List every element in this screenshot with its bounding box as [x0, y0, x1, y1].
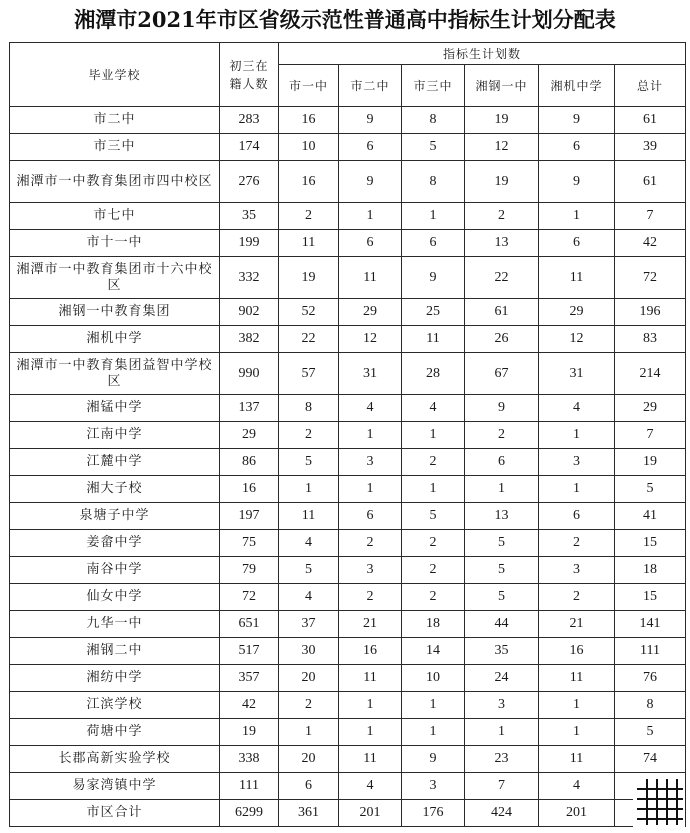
quota-cell: 6	[539, 503, 615, 530]
table-row	[10, 299, 686, 326]
quota-cell: 2	[402, 530, 465, 557]
quota-cell: 1	[339, 422, 402, 449]
enrolled-cell: 197	[220, 503, 279, 530]
quota-cell: 424	[465, 800, 539, 827]
quota-cell: 2	[539, 530, 615, 557]
total-cell: 42	[615, 230, 686, 257]
table-body	[10, 107, 686, 827]
table-row	[10, 230, 686, 257]
quota-cell: 8	[279, 395, 339, 422]
quota-cell: 23	[465, 746, 539, 773]
quota-cell: 201	[339, 800, 402, 827]
quota-cell: 11	[539, 746, 615, 773]
quota-cell: 2	[339, 530, 402, 557]
quota-cell: 13	[465, 230, 539, 257]
quota-cell: 1	[539, 203, 615, 230]
school-name-cell: 易家湾镇中学	[10, 773, 220, 800]
quota-cell: 52	[279, 299, 339, 326]
quota-cell: 11	[339, 257, 402, 299]
quota-cell: 1	[339, 203, 402, 230]
header-quota-group: 指标生计划数	[279, 43, 686, 65]
quota-cell: 4	[539, 395, 615, 422]
quota-cell: 5	[465, 557, 539, 584]
school-name-cell: 市十一中	[10, 230, 220, 257]
quota-cell: 12	[539, 326, 615, 353]
quota-cell: 37	[279, 611, 339, 638]
quota-cell: 9	[339, 107, 402, 134]
quota-cell: 24	[465, 665, 539, 692]
enrolled-cell: 357	[220, 665, 279, 692]
quota-cell: 26	[465, 326, 539, 353]
table-row	[10, 422, 686, 449]
quota-cell: 16	[279, 107, 339, 134]
quota-cell: 9	[539, 107, 615, 134]
quota-cell: 29	[339, 299, 402, 326]
quota-cell: 2	[339, 584, 402, 611]
quota-cell: 2	[402, 449, 465, 476]
quota-cell: 12	[339, 326, 402, 353]
quota-cell: 21	[539, 611, 615, 638]
table-row	[10, 719, 686, 746]
total-cell: 61	[615, 107, 686, 134]
enrolled-cell: 338	[220, 746, 279, 773]
quota-cell: 6	[465, 449, 539, 476]
quota-cell: 1	[402, 203, 465, 230]
quota-cell: 11	[539, 665, 615, 692]
quota-cell: 8	[402, 107, 465, 134]
table-row	[10, 503, 686, 530]
enrolled-cell: 29	[220, 422, 279, 449]
total-cell: 41	[615, 503, 686, 530]
table-row	[10, 476, 686, 503]
quota-cell: 31	[539, 353, 615, 395]
table-row	[10, 326, 686, 353]
quota-cell: 20	[279, 665, 339, 692]
table-row	[10, 257, 686, 299]
quota-cell: 361	[279, 800, 339, 827]
header-col-5: 湘机中学	[539, 65, 615, 107]
quota-cell: 2	[279, 203, 339, 230]
school-name-cell: 泉塘子中学	[10, 503, 220, 530]
enrolled-cell: 651	[220, 611, 279, 638]
quota-cell: 5	[402, 134, 465, 161]
quota-cell: 9	[402, 746, 465, 773]
quota-cell: 30	[279, 638, 339, 665]
quota-cell: 44	[465, 611, 539, 638]
school-name-cell: 仙女中学	[10, 584, 220, 611]
quota-cell: 176	[402, 800, 465, 827]
quota-cell: 1	[339, 719, 402, 746]
total-cell: 214	[615, 353, 686, 395]
total-cell: 83	[615, 326, 686, 353]
enrolled-cell: 283	[220, 107, 279, 134]
header-col-total: 总计	[615, 65, 686, 107]
quota-cell: 1	[279, 719, 339, 746]
quota-cell: 201	[539, 800, 615, 827]
total-row	[10, 800, 686, 827]
quota-cell: 6	[279, 773, 339, 800]
total-cell: 15	[615, 584, 686, 611]
quota-cell: 9	[539, 161, 615, 203]
quota-cell: 5	[402, 503, 465, 530]
quota-cell: 61	[465, 299, 539, 326]
quota-cell: 13	[465, 503, 539, 530]
enrolled-cell: 19	[220, 719, 279, 746]
quota-cell: 1	[402, 719, 465, 746]
quota-cell: 3	[539, 449, 615, 476]
header-col-2: 市二中	[339, 65, 402, 107]
school-name-cell: 江南中学	[10, 422, 220, 449]
table-row	[10, 161, 686, 203]
quota-cell: 11	[279, 503, 339, 530]
table-row	[10, 773, 686, 800]
quota-cell: 1	[402, 422, 465, 449]
quota-cell: 1	[402, 692, 465, 719]
enrolled-cell: 332	[220, 257, 279, 299]
quota-cell: 6	[539, 134, 615, 161]
total-cell: 29	[615, 395, 686, 422]
school-name-cell: 湘机中学	[10, 326, 220, 353]
total-cell: 15	[615, 530, 686, 557]
enrolled-cell: 6299	[220, 800, 279, 827]
enrolled-cell: 902	[220, 299, 279, 326]
quota-cell: 21	[339, 611, 402, 638]
quota-cell: 4	[339, 395, 402, 422]
table-row	[10, 692, 686, 719]
table-row	[10, 665, 686, 692]
quota-cell: 2	[402, 584, 465, 611]
quota-cell: 5	[279, 449, 339, 476]
quota-cell: 9	[465, 395, 539, 422]
quota-cell: 57	[279, 353, 339, 395]
quota-cell: 11	[339, 746, 402, 773]
quota-cell: 2	[539, 584, 615, 611]
total-cell: 19	[615, 449, 686, 476]
table-row	[10, 134, 686, 161]
table-row	[10, 638, 686, 665]
quota-cell: 31	[339, 353, 402, 395]
quota-cell: 12	[465, 134, 539, 161]
header-col-4: 湘钢一中	[465, 65, 539, 107]
quota-cell: 10	[279, 134, 339, 161]
quota-cell: 11	[339, 665, 402, 692]
total-cell: 74	[615, 746, 686, 773]
quota-cell: 5	[279, 557, 339, 584]
total-cell: 8	[615, 692, 686, 719]
enrolled-cell: 86	[220, 449, 279, 476]
grid-stamp-icon	[633, 775, 685, 827]
quota-cell: 19	[465, 107, 539, 134]
page-title: 湘潭市2021年市区省级示范性普通高中指标生计划分配表	[74, 7, 616, 32]
quota-cell: 6	[339, 503, 402, 530]
total-cell: 111	[615, 638, 686, 665]
quota-cell: 2	[465, 203, 539, 230]
quota-cell: 16	[339, 638, 402, 665]
school-name-cell: 湘潭市一中教育集团市十六中校区	[10, 257, 220, 299]
table-row	[10, 746, 686, 773]
quota-cell: 2	[279, 692, 339, 719]
school-name-cell: 长郡高新实验学校	[10, 746, 220, 773]
quota-cell: 4	[402, 395, 465, 422]
enrolled-cell: 79	[220, 557, 279, 584]
enrolled-cell: 174	[220, 134, 279, 161]
quota-cell: 20	[279, 746, 339, 773]
quota-cell: 7	[465, 773, 539, 800]
total-cell: 5	[615, 719, 686, 746]
school-name-cell: 市七中	[10, 203, 220, 230]
total-cell: 196	[615, 299, 686, 326]
quota-cell: 14	[402, 638, 465, 665]
quota-cell: 22	[465, 257, 539, 299]
quota-cell: 16	[539, 638, 615, 665]
quota-cell: 4	[279, 584, 339, 611]
quota-cell: 6	[339, 134, 402, 161]
table-row	[10, 353, 686, 395]
school-name-cell: 市二中	[10, 107, 220, 134]
quota-cell: 3	[339, 449, 402, 476]
enrolled-cell: 35	[220, 203, 279, 230]
quota-cell: 19	[279, 257, 339, 299]
quota-cell: 1	[539, 692, 615, 719]
quota-cell: 1	[465, 476, 539, 503]
enrolled-cell: 16	[220, 476, 279, 503]
enrolled-cell: 137	[220, 395, 279, 422]
quota-cell: 18	[402, 611, 465, 638]
quota-cell: 2	[465, 422, 539, 449]
table-row	[10, 557, 686, 584]
enrolled-cell: 382	[220, 326, 279, 353]
table-row	[10, 203, 686, 230]
enrolled-cell: 75	[220, 530, 279, 557]
quota-cell: 10	[402, 665, 465, 692]
school-name-cell: 湘潭市一中教育集团益智中学校区	[10, 353, 220, 395]
school-name-cell: 江滨学校	[10, 692, 220, 719]
header-col-3: 市三中	[402, 65, 465, 107]
quota-cell: 11	[539, 257, 615, 299]
quota-cell: 1	[539, 719, 615, 746]
quota-cell: 1	[339, 476, 402, 503]
total-cell: 5	[615, 476, 686, 503]
school-name-cell: 南谷中学	[10, 557, 220, 584]
table-row	[10, 395, 686, 422]
quota-cell: 6	[339, 230, 402, 257]
total-cell: 141	[615, 611, 686, 638]
quota-cell: 8	[402, 161, 465, 203]
enrolled-cell: 990	[220, 353, 279, 395]
table-row	[10, 107, 686, 134]
quota-cell: 22	[279, 326, 339, 353]
quota-cell: 25	[402, 299, 465, 326]
quota-cell: 11	[279, 230, 339, 257]
quota-cell: 67	[465, 353, 539, 395]
quota-cell: 1	[279, 476, 339, 503]
school-name-cell: 姜畲中学	[10, 530, 220, 557]
school-name-cell: 湘纺中学	[10, 665, 220, 692]
table-row	[10, 530, 686, 557]
quota-cell: 3	[465, 692, 539, 719]
total-cell: 72	[615, 257, 686, 299]
total-cell: 7	[615, 422, 686, 449]
school-name-cell: 九华一中	[10, 611, 220, 638]
enrolled-cell: 72	[220, 584, 279, 611]
quota-cell: 1	[402, 476, 465, 503]
school-name-cell: 湘锰中学	[10, 395, 220, 422]
header-school: 毕业学校	[10, 43, 220, 107]
quota-cell: 9	[339, 161, 402, 203]
table-row	[10, 611, 686, 638]
school-name-cell: 湘潭市一中教育集团市四中校区	[10, 161, 220, 203]
enrolled-cell: 111	[220, 773, 279, 800]
allocation-table	[9, 42, 686, 827]
quota-cell: 11	[402, 326, 465, 353]
quota-cell: 3	[339, 557, 402, 584]
school-name-cell: 市区合计	[10, 800, 220, 827]
school-name-cell: 荷塘中学	[10, 719, 220, 746]
total-cell: 7	[615, 203, 686, 230]
school-name-cell: 江麓中学	[10, 449, 220, 476]
quota-cell: 3	[402, 773, 465, 800]
quota-cell: 2	[279, 422, 339, 449]
quota-cell: 1	[539, 422, 615, 449]
quota-cell: 6	[539, 230, 615, 257]
quota-cell: 2	[402, 557, 465, 584]
quota-cell: 28	[402, 353, 465, 395]
school-name-cell: 湘钢二中	[10, 638, 220, 665]
quota-cell: 4	[339, 773, 402, 800]
header-col-1: 市一中	[279, 65, 339, 107]
quota-cell: 1	[339, 692, 402, 719]
enrolled-cell: 42	[220, 692, 279, 719]
quota-cell: 5	[465, 530, 539, 557]
table-row	[10, 584, 686, 611]
school-name-cell: 湘大子校	[10, 476, 220, 503]
enrolled-cell: 276	[220, 161, 279, 203]
total-cell: 76	[615, 665, 686, 692]
school-name-cell: 市三中	[10, 134, 220, 161]
enrolled-cell: 199	[220, 230, 279, 257]
enrolled-cell: 517	[220, 638, 279, 665]
total-cell: 18	[615, 557, 686, 584]
quota-cell: 19	[465, 161, 539, 203]
quota-cell: 9	[402, 257, 465, 299]
quota-cell: 1	[539, 476, 615, 503]
total-cell: 39	[615, 134, 686, 161]
quota-cell: 4	[279, 530, 339, 557]
quota-cell: 1	[465, 719, 539, 746]
total-cell: 61	[615, 161, 686, 203]
quota-cell: 4	[539, 773, 615, 800]
quota-cell: 6	[402, 230, 465, 257]
school-name-cell: 湘钢一中教育集团	[10, 299, 220, 326]
header-enrolled: 初三在籍人数	[220, 43, 279, 107]
quota-cell: 3	[539, 557, 615, 584]
table-row	[10, 449, 686, 476]
quota-cell: 16	[279, 161, 339, 203]
quota-cell: 29	[539, 299, 615, 326]
quota-cell: 35	[465, 638, 539, 665]
quota-cell: 5	[465, 584, 539, 611]
